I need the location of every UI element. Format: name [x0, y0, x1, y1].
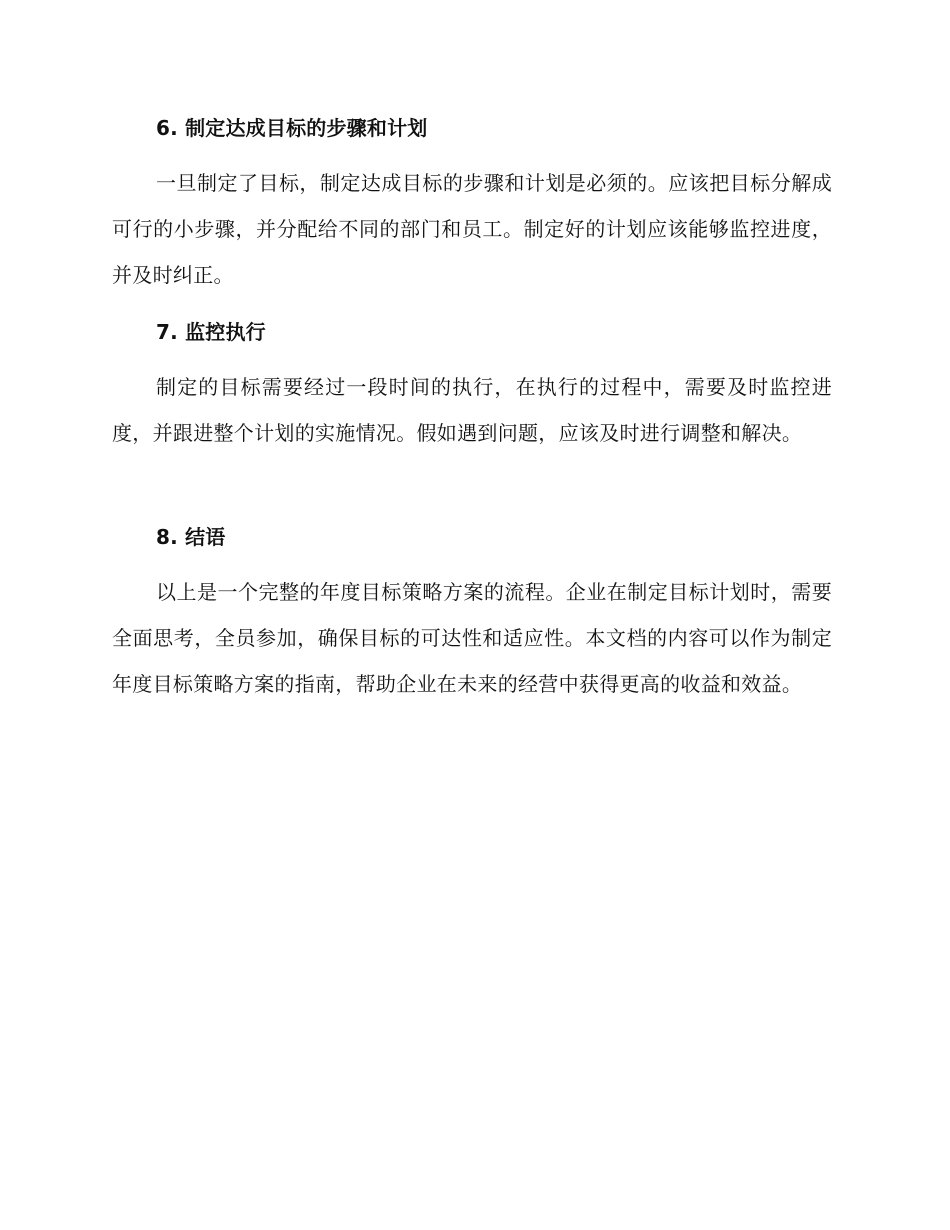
section-paragraph: 以上是一个完整的年度目标策略方案的流程。企业在制定目标计划时，需要全面思考，全员参加，确保目标的可达性和适应性。本文档的内容可以作为制定年度目标策略方案的指南，帮助企业在未来的经营中获得更高的收益和效益。	[112, 580, 832, 696]
section-8	[112, 523, 832, 707]
section-paragraph: 制定的目标需要经过一段时间的执行，在执行的过程中，需要及时监控进度，并跟进整个计划的实施情况。假如遇到问题，应该及时进行调整和解决。	[112, 375, 832, 445]
section-paragraph: 一旦制定了目标，制定达成目标的步骤和计划是必须的。应该把目标分解成可行的小步骤，并分配给不同的部门和员工。制定好的计划应该能够监控进度，并及时纠正。	[112, 171, 832, 287]
section-heading: 6. 制定达成目标的步骤和计划	[156, 116, 428, 140]
section-7	[112, 318, 832, 456]
section-heading: 7. 监控执行	[156, 320, 266, 344]
section-heading: 8. 结语	[156, 525, 226, 549]
section-6	[112, 114, 832, 298]
